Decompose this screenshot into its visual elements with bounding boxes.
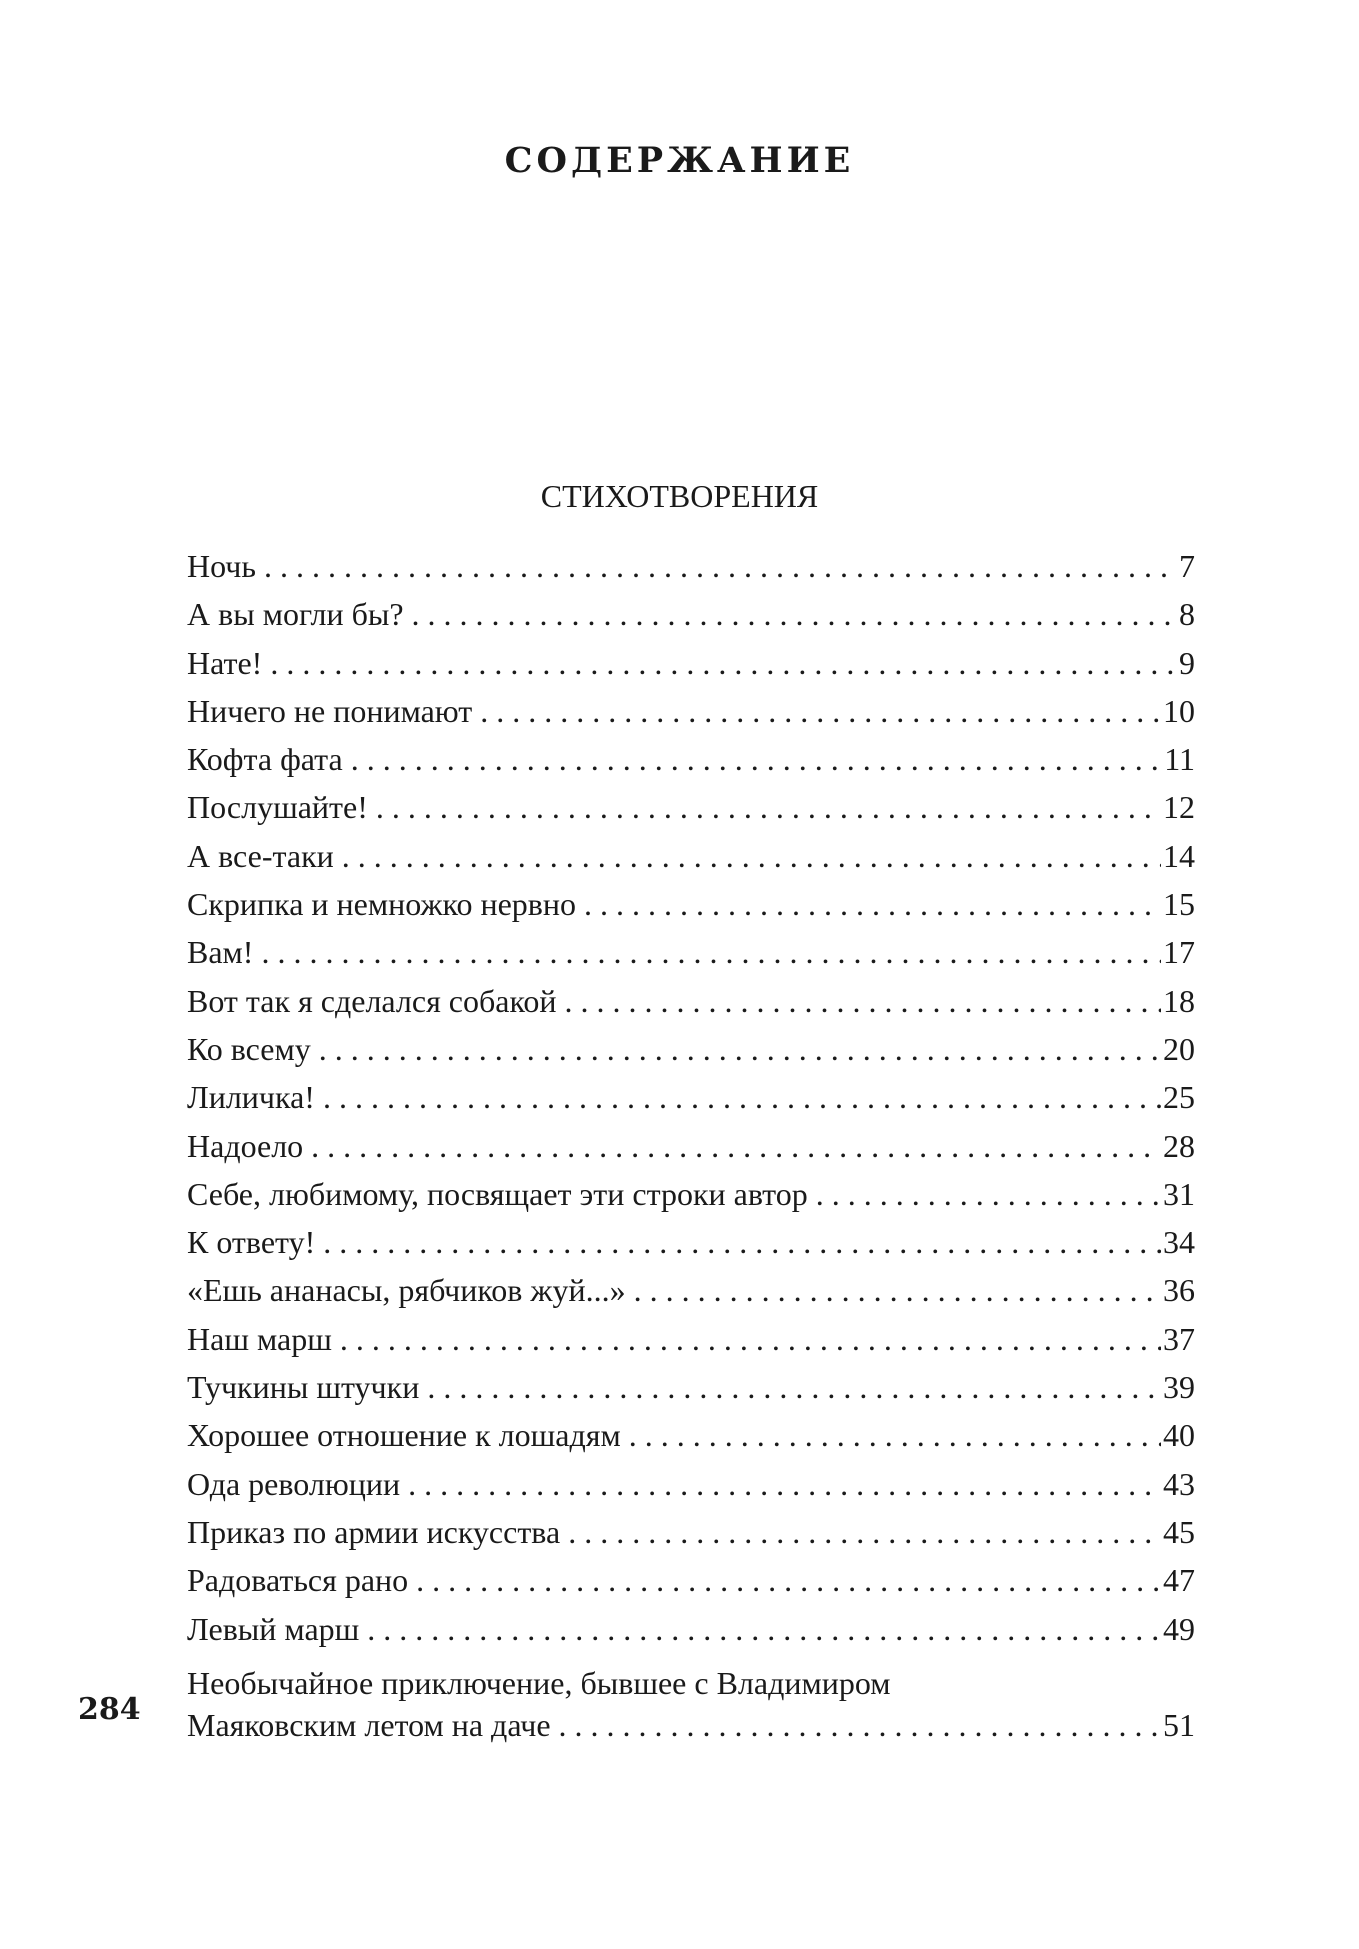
table-of-contents bbox=[187, 548, 1195, 1755]
toc-entry-title: Хорошее отношение к лошадям bbox=[187, 1417, 621, 1454]
toc-entry-page: 36 bbox=[1163, 1272, 1195, 1309]
toc-entry-title: Надоело bbox=[187, 1127, 304, 1164]
toc-entry-title: Нате! bbox=[187, 644, 263, 681]
toc-entry-title: Послушайте! bbox=[187, 789, 368, 826]
toc-entry-title: «Ешь ананасы, рябчиков жуй...» bbox=[187, 1272, 626, 1309]
toc-entry-title: Ода революции bbox=[187, 1465, 401, 1502]
toc-entry-page: 12 bbox=[1163, 789, 1195, 826]
toc-entry-page: 49 bbox=[1163, 1610, 1195, 1647]
toc-entry-page: 20 bbox=[1163, 1030, 1195, 1067]
toc-entry-page: 37 bbox=[1163, 1320, 1195, 1357]
toc-entry-page: 28 bbox=[1163, 1127, 1195, 1164]
toc-entry-page: 25 bbox=[1163, 1079, 1195, 1116]
toc-entry-page: 15 bbox=[1163, 886, 1195, 923]
toc-entry bbox=[187, 741, 1195, 789]
toc-entry-page: 31 bbox=[1163, 1175, 1195, 1212]
toc-entry bbox=[187, 1031, 1195, 1079]
toc-entry bbox=[187, 1079, 1195, 1127]
toc-leader-dots bbox=[816, 1176, 1161, 1213]
toc-entry-page: 10 bbox=[1163, 692, 1195, 729]
toc-leader-dots bbox=[342, 838, 1161, 875]
toc-leader-dots bbox=[584, 886, 1161, 923]
toc-leader-dots bbox=[311, 1128, 1161, 1165]
toc-leader-dots bbox=[568, 1514, 1161, 1551]
toc-leader-dots bbox=[270, 645, 1177, 682]
toc-entry bbox=[187, 789, 1195, 837]
toc-entry-title: Себе, любимому, посвящает эти строки автор bbox=[187, 1175, 808, 1212]
toc-entry-multiline bbox=[187, 1659, 1195, 1756]
toc-leader-dots bbox=[480, 693, 1161, 730]
toc-list bbox=[187, 548, 1195, 1659]
toc-leader-dots bbox=[629, 1417, 1161, 1454]
page-number: 284 bbox=[78, 1692, 141, 1727]
page-title: СОДЕРЖАНИЕ bbox=[504, 140, 855, 181]
toc-leader-dots bbox=[634, 1272, 1161, 1309]
toc-entry-page: 43 bbox=[1163, 1465, 1195, 1502]
toc-entry-title: Наш марш bbox=[187, 1320, 332, 1357]
toc-leader-dots bbox=[323, 1224, 1161, 1261]
toc-entry-page: 47 bbox=[1163, 1562, 1195, 1599]
toc-leader-dots bbox=[559, 1707, 1161, 1744]
toc-entry-title: Левый марш bbox=[187, 1610, 360, 1647]
toc-entry-title: А все-таки bbox=[187, 837, 334, 874]
toc-entry-page: 40 bbox=[1163, 1417, 1195, 1454]
toc-leader-dots bbox=[261, 934, 1161, 971]
toc-entry bbox=[187, 1369, 1195, 1417]
toc-leader-dots bbox=[408, 1466, 1161, 1503]
toc-entry-title: Скрипка и немножко нервно bbox=[187, 886, 577, 923]
toc-entry bbox=[187, 934, 1195, 982]
toc-entry-page: 39 bbox=[1163, 1369, 1195, 1406]
toc-leader-dots bbox=[264, 548, 1177, 585]
section-title: СТИХОТВОРЕНИЯ bbox=[540, 478, 819, 514]
toc-entry-page: 9 bbox=[1179, 644, 1195, 681]
toc-entry-title: Радоваться рано bbox=[187, 1562, 409, 1599]
toc-entry bbox=[187, 1224, 1195, 1272]
toc-leader-dots bbox=[427, 1369, 1161, 1406]
toc-leader-dots bbox=[323, 1079, 1161, 1116]
toc-leader-dots bbox=[376, 789, 1161, 826]
toc-entry bbox=[187, 1272, 1195, 1320]
toc-entry-title: А вы могли бы? bbox=[187, 596, 404, 633]
toc-entry bbox=[187, 983, 1195, 1031]
toc-entry-page: 34 bbox=[1163, 1224, 1195, 1261]
toc-leader-dots bbox=[416, 1562, 1161, 1599]
toc-entry-title: Вам! bbox=[187, 934, 254, 971]
toc-entry bbox=[187, 548, 1195, 596]
toc-entry bbox=[187, 596, 1195, 644]
toc-entry-title: Ночь bbox=[187, 548, 256, 584]
toc-entry-page: 14 bbox=[1163, 837, 1195, 874]
toc-entry-title: Тучкины штучки bbox=[187, 1369, 420, 1406]
toc-entry bbox=[187, 1321, 1195, 1369]
toc-leader-dots bbox=[319, 1031, 1161, 1068]
toc-entry bbox=[187, 1176, 1195, 1224]
toc-entry-page: 8 bbox=[1179, 596, 1195, 633]
toc-leader-dots bbox=[340, 1321, 1161, 1358]
toc-entry bbox=[187, 1466, 1195, 1514]
toc-entry-title: Вот так я сделался собакой bbox=[187, 982, 557, 1019]
toc-entry bbox=[187, 838, 1195, 886]
toc-entry-page: 11 bbox=[1164, 741, 1195, 778]
toc-entry-title: К ответу! bbox=[187, 1224, 316, 1261]
toc-entry bbox=[187, 1128, 1195, 1176]
toc-entry bbox=[187, 1562, 1195, 1610]
toc-entry-title: Лиличка! bbox=[187, 1079, 315, 1116]
toc-leader-dots bbox=[412, 596, 1177, 633]
toc-entry bbox=[187, 645, 1195, 693]
toc-leader-dots bbox=[367, 1611, 1161, 1648]
toc-entry-page: 45 bbox=[1163, 1513, 1195, 1550]
toc-entry-page: 18 bbox=[1163, 982, 1195, 1019]
toc-entry-page: 17 bbox=[1163, 934, 1195, 971]
toc-leader-dots bbox=[351, 741, 1162, 778]
toc-entry-page: 51 bbox=[1163, 1707, 1195, 1744]
toc-entry bbox=[187, 693, 1195, 741]
toc-entry-title: Ничего не понимают bbox=[187, 692, 473, 729]
toc-entry-title: Ко всему bbox=[187, 1030, 311, 1067]
toc-entry-title-line2: Маяковским летом на даче bbox=[187, 1707, 551, 1744]
toc-entry bbox=[187, 886, 1195, 934]
toc-entry bbox=[187, 1611, 1195, 1659]
toc-entry-title: Приказ по армии искусства bbox=[187, 1513, 561, 1550]
toc-entry-page: 7 bbox=[1179, 548, 1195, 584]
toc-leader-dots bbox=[565, 983, 1161, 1020]
toc-entry-title-line1: Необычайное приключение, бывшее с Владимиром bbox=[187, 1664, 891, 1701]
toc-entry-title: Кофта фата bbox=[187, 741, 343, 778]
toc-entry bbox=[187, 1417, 1195, 1465]
toc-entry bbox=[187, 1514, 1195, 1562]
